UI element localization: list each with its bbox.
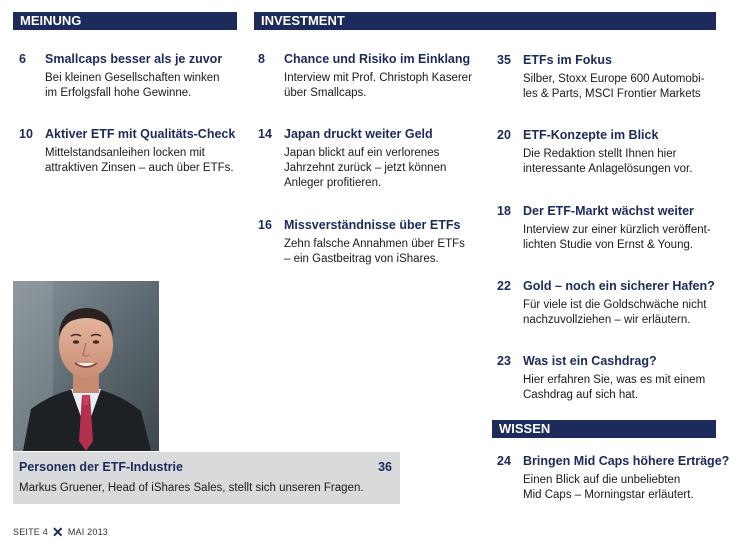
section-header-meinung: MEINUNG bbox=[13, 12, 237, 30]
toc-entry[interactable] bbox=[19, 127, 239, 177]
article-title: Chance und Risiko im Einklang bbox=[284, 52, 471, 66]
toc-entry[interactable] bbox=[258, 52, 483, 102]
page-number: 16 bbox=[258, 218, 272, 232]
page-number: 24 bbox=[497, 454, 511, 468]
article-title: Bringen Mid Caps höhere Erträge? bbox=[523, 454, 730, 468]
article-teaser: Für viele ist die Goldschwäche nicht nachzuvollziehen – wir erläutern. bbox=[523, 299, 707, 326]
article-teaser: Zehn falsche Annahmen über ETFs – ein Gastbeitrag von iShares. bbox=[284, 238, 465, 265]
article-teaser: Interview mit Prof. Christoph Kaserer über Smallcaps. bbox=[284, 72, 472, 99]
page-number: 35 bbox=[497, 53, 511, 67]
toc-entry[interactable] bbox=[258, 218, 483, 268]
feature-teaser: Markus Gruener, Head of iShares Sales, stellt sich unseren Fragen. bbox=[19, 482, 364, 494]
page-number: 14 bbox=[258, 127, 272, 141]
toc-entry[interactable] bbox=[497, 204, 722, 254]
section-header-wissen: WISSEN bbox=[492, 420, 716, 438]
x-logo-icon: ✕ bbox=[51, 523, 64, 540]
page-footer bbox=[13, 523, 108, 540]
article-teaser: Japan blickt auf ein verlorenes Jahrzehnt zurück – jetzt können Anleger profitieren. bbox=[284, 147, 447, 189]
toc-entry[interactable] bbox=[497, 53, 722, 103]
feature-page-number: 36 bbox=[378, 460, 392, 474]
page-number: 18 bbox=[497, 204, 511, 218]
toc-entry[interactable] bbox=[258, 127, 483, 193]
page-number: 6 bbox=[19, 52, 26, 66]
feature-title: Personen der ETF-Industrie bbox=[19, 460, 183, 474]
article-teaser: Mittelstandsanleihen locken mit attraktiven Zinsen – auch über ETFs. bbox=[45, 147, 234, 174]
section-header-investment: INVESTMENT bbox=[254, 12, 716, 30]
footer-date: MAI 2013 bbox=[67, 527, 108, 537]
page-number: 10 bbox=[19, 127, 33, 141]
article-teaser: Interview zur einer kürzlich veröffent- lichten Studie von Ernst & Young. bbox=[523, 224, 711, 251]
toc-entry[interactable] bbox=[19, 52, 239, 102]
article-title: ETF-Konzepte im Blick bbox=[523, 128, 659, 142]
page-number: 22 bbox=[497, 279, 511, 293]
article-teaser: Silber, Stoxx Europe 600 Automobi- les & Parts, MSCI Frontier Markets bbox=[523, 73, 705, 100]
article-title: Missverständnisse über ETFs bbox=[284, 218, 461, 232]
toc-entry[interactable] bbox=[497, 454, 730, 504]
article-title: Was ist ein Cashdrag? bbox=[523, 354, 657, 368]
page-number: 20 bbox=[497, 128, 511, 142]
article-teaser: Einen Blick auf die unbeliebten Mid Caps – Morningstar erläutert. bbox=[523, 474, 694, 501]
footer-page-label: SEITE 4 bbox=[13, 527, 48, 537]
toc-entry[interactable] bbox=[497, 128, 722, 178]
toc-entry[interactable] bbox=[497, 279, 722, 329]
article-title: Der ETF-Markt wächst weiter bbox=[523, 204, 694, 218]
page-number: 23 bbox=[497, 354, 511, 368]
article-title: Japan druckt weiter Geld bbox=[284, 127, 433, 141]
article-teaser: Bei kleinen Gesellschaften winken im Erfolgsfall hohe Gewinne. bbox=[45, 72, 220, 99]
article-title: Gold – noch ein sicherer Hafen? bbox=[523, 279, 715, 293]
article-title: Smallcaps besser als je zuvor bbox=[45, 52, 223, 66]
article-title: Aktiver ETF mit Qualitäts-Check bbox=[45, 127, 236, 141]
article-teaser: Die Redaktion stellt Ihnen hier interessante Anlagelösungen vor. bbox=[523, 148, 693, 175]
article-teaser: Hier erfahren Sie, was es mit einem Cashdrag auf sich hat. bbox=[523, 374, 706, 401]
article-title: ETFs im Fokus bbox=[523, 53, 612, 67]
toc-entry[interactable] bbox=[497, 354, 722, 404]
feature-caption[interactable] bbox=[13, 452, 400, 504]
portrait-photo bbox=[13, 281, 159, 451]
page-number: 8 bbox=[258, 52, 265, 66]
